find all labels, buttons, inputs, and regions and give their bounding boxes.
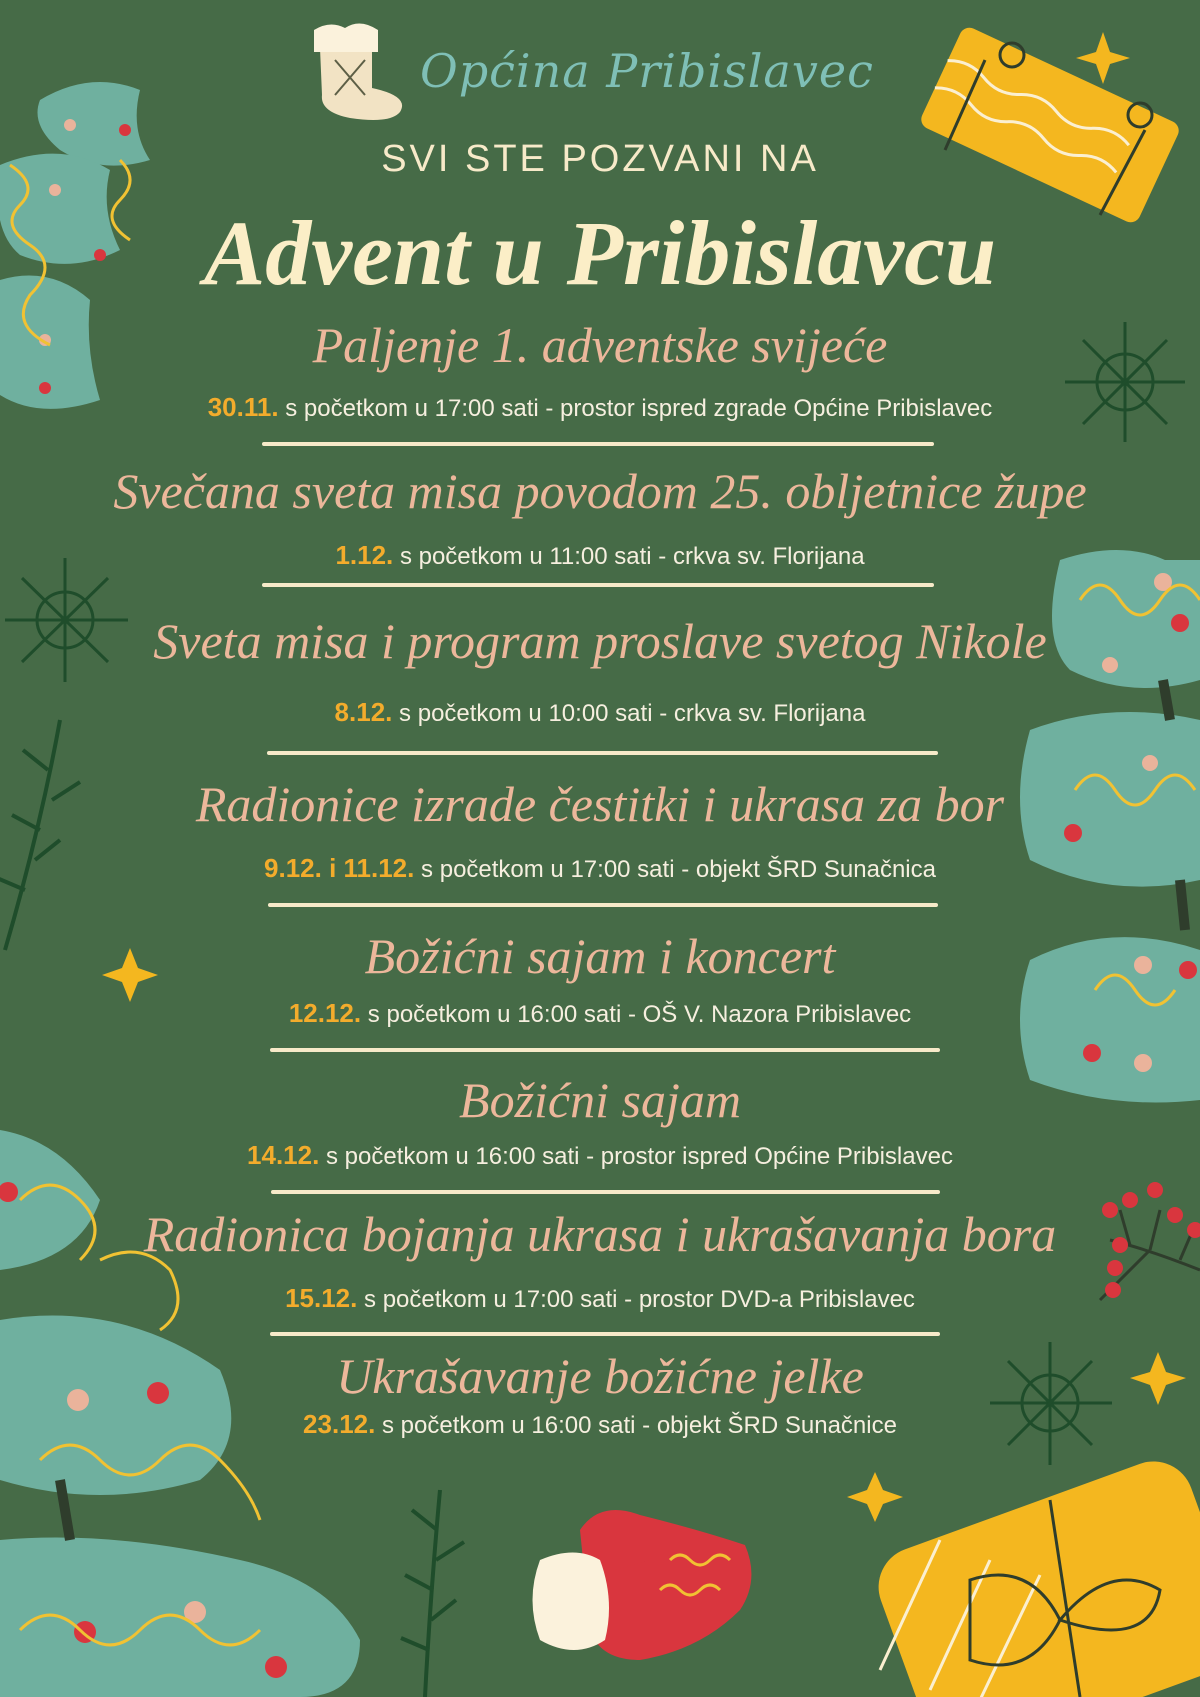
- event-date: 30.11.: [207, 392, 279, 422]
- event-title: Ukrašavanje božićne jelke: [336, 1348, 864, 1404]
- event-details: s početkom u 17:00 sati - prostor DVD-a Pribislavec: [364, 1286, 915, 1313]
- separator: [267, 751, 938, 755]
- event-title: Radionica bojanja ukrasa i ukrašavanja bora: [143, 1206, 1057, 1262]
- separator: [270, 1332, 940, 1336]
- separator: [262, 442, 934, 446]
- gift-icon: [867, 1450, 1200, 1697]
- event-details-line: [0, 392, 1200, 424]
- stocking-icon: [314, 23, 402, 120]
- separator: [262, 583, 934, 587]
- event-details: s početkom u 16:00 sati - objekt ŠRD Sunačnice: [382, 1412, 897, 1439]
- separator: [270, 1048, 940, 1052]
- event-details-line: [0, 540, 1200, 572]
- event-details-line: [0, 998, 1200, 1030]
- event-date: 15.12.: [285, 1283, 358, 1313]
- event-details-line: [0, 1140, 1200, 1172]
- event-title: Sveta misa i program proslave svetog Nikole: [153, 613, 1047, 669]
- municipality-name: Općina Pribislavec: [420, 44, 874, 98]
- event-title: Božićni sajam: [459, 1072, 741, 1128]
- event-details: s početkom u 17:00 sati - objekt ŠRD Sunačnica: [421, 856, 936, 883]
- poster-title: Advent u Pribislavcu: [203, 202, 997, 304]
- event-title: Svečana sveta misa povodom 25. obljetnice župe: [113, 463, 1087, 519]
- event-details: s početkom u 16:00 sati - OŠ V. Nazora Pribislavec: [367, 1001, 912, 1028]
- event-details: s početkom u 17:00 sati - prostor ispred zgrade Općine Pribislavec: [285, 395, 993, 422]
- event-date: 12.12.: [288, 998, 362, 1028]
- mitten-icon: [533, 1510, 752, 1660]
- event-details-line: [0, 853, 1200, 885]
- event-details-line: [0, 697, 1200, 729]
- gift-icon: [918, 24, 1182, 225]
- event-details: s početkom u 16:00 sati - prostor ispred Općine Pribislavec: [326, 1143, 953, 1170]
- event-details-line: [0, 1409, 1200, 1441]
- event-title: Paljenje 1. adventske svijeće: [312, 317, 888, 373]
- event-details: s početkom u 11:00 sati - crkva sv. Florijana: [399, 543, 865, 570]
- separator: [268, 903, 938, 907]
- event-details-line: [0, 1283, 1200, 1315]
- event-title: Božićni sajam i koncert: [364, 928, 836, 984]
- event-date: 23.12.: [303, 1409, 376, 1439]
- separator: [271, 1190, 940, 1194]
- event-date: 1.12.: [335, 540, 394, 570]
- event-details: s početkom u 10:00 sati - crkva sv. Florijana: [399, 700, 866, 727]
- event-date: 9.12. i 11.12.: [264, 853, 415, 883]
- event-date: 14.12.: [247, 1140, 320, 1170]
- event-title: Radionice izrade čestitki i ukrasa za bor: [195, 776, 1005, 832]
- invitation-kicker: SVI STE POZVANI NA: [381, 138, 819, 180]
- event-date: 8.12.: [334, 697, 393, 727]
